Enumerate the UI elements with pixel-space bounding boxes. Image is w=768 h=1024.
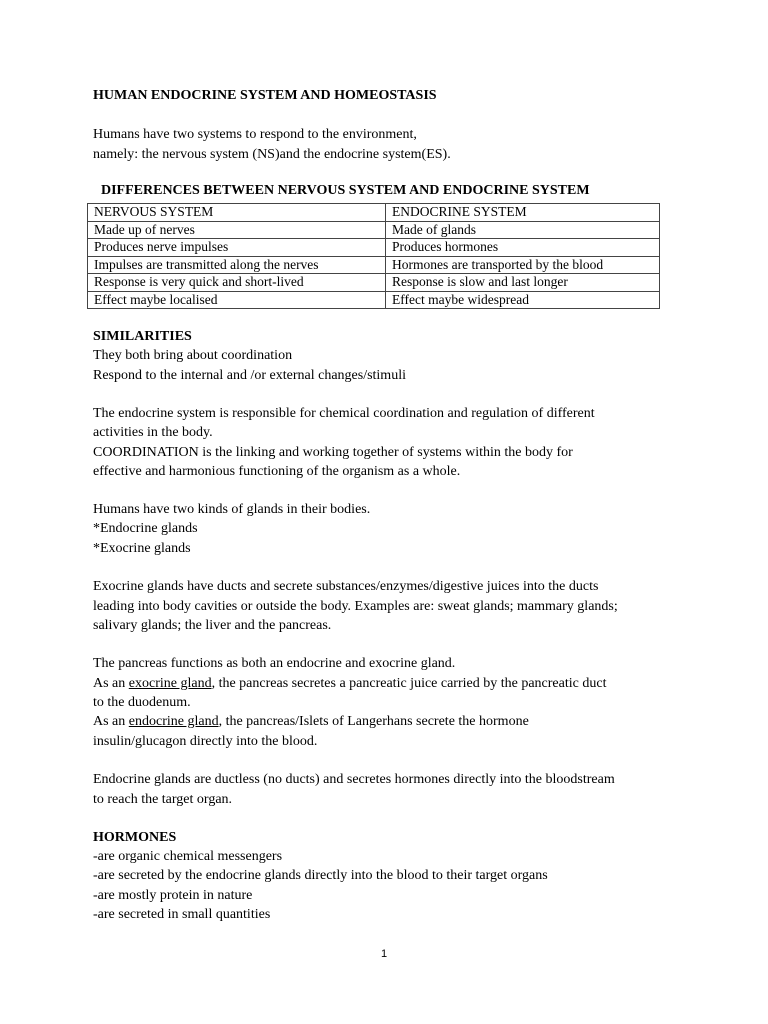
table-cell: Impulses are transmitted along the nerves [88,256,386,274]
differences-heading: DIFFERENCES BETWEEN NERVOUS SYSTEM AND ENDOCRINE SYSTEM [101,183,590,198]
similarity-item: They both bring about coordination [93,348,293,363]
table-cell: Produces hormones [386,239,660,257]
endocrine-paragraph-line: effective and harmonious functioning of the organism as a whole. [93,464,461,479]
pancreas-exocrine-prefix: As an [93,676,129,691]
hormone-item: -are secreted in small quantities [93,907,271,922]
ductless-paragraph-line: Endocrine glands are ductless (no ducts) and secretes hormones directly into the bloodstream [93,772,615,787]
table-row [88,239,660,257]
endocrine-gland-term: endocrine gland [128,714,219,729]
endocrine-paragraph-line: COORDINATION is the linking and working together of systems within the body for [93,445,573,460]
glands-list-item: *Exocrine glands [93,541,191,556]
hormones-heading: HORMONES [93,830,177,845]
page-title: HUMAN ENDOCRINE SYSTEM AND HOMEOSTASIS [93,88,437,103]
glands-paragraph-line: Humans have two kinds of glands in their bodies. [93,502,371,517]
pancreas-exocrine-line [93,674,606,693]
pancreas-exocrine-rest: , the pancreas secretes a pancreatic juice carried by the pancreatic duct [211,676,607,691]
table-header-cell: ENDOCRINE SYSTEM [386,204,660,222]
pancreas-endocrine-rest: , the pancreas/Islets of Langerhans secrete the hormone [218,714,529,729]
table-cell: Hormones are transported by the blood [386,256,660,274]
table-cell: Produces nerve impulses [88,239,386,257]
pancreas-line: The pancreas functions as both an endocrine and exocrine gland. [93,656,456,671]
differences-table [87,203,660,309]
similarities-heading: SIMILARITIES [93,329,192,344]
hormone-item: -are organic chemical messengers [93,849,283,864]
ductless-paragraph-line: to reach the target organ. [93,792,233,807]
table-row [88,221,660,239]
pancreas-line: insulin/glucagon directly into the blood. [93,734,318,749]
table-row [88,256,660,274]
exocrine-gland-term: exocrine gland [128,676,212,691]
table-header-cell: NERVOUS SYSTEM [88,204,386,222]
endocrine-paragraph-line: activities in the body. [93,425,213,440]
page-number: 1 [380,948,388,960]
exocrine-paragraph-line: salivary glands; the liver and the pancreas. [93,618,332,633]
pancreas-endocrine-prefix: As an [93,714,129,729]
pancreas-endocrine-line [93,712,529,731]
table-row [88,274,660,292]
exocrine-paragraph-line: Exocrine glands have ducts and secrete substances/enzymes/digestive juices into the ducts [93,579,599,594]
table-cell: Response is slow and last longer [386,274,660,292]
exocrine-paragraph-line: leading into body cavities or outside the body. Examples are: sweat glands; mammary glands; [93,599,618,614]
glands-list-item: *Endocrine glands [93,521,198,536]
intro-line: namely: the nervous system (NS)and the endocrine system(ES). [93,147,451,162]
endocrine-paragraph-line: The endocrine system is responsible for chemical coordination and regulation of different [93,406,595,421]
table-cell: Made up of nerves [88,221,386,239]
hormone-item: -are secreted by the endocrine glands directly into the blood to their target organs [93,868,548,883]
table-row [88,291,660,309]
table-cell: Response is very quick and short-lived [88,274,386,292]
table-cell: Effect maybe localised [88,291,386,309]
similarity-item: Respond to the internal and /or external changes/stimuli [93,368,406,383]
hormone-item: -are mostly protein in nature [93,888,253,903]
pancreas-line: to the duodenum. [93,695,191,710]
table-cell: Effect maybe widespread [386,291,660,309]
table-header-row [88,204,660,222]
intro-line: Humans have two systems to respond to the environment, [93,127,417,142]
table-cell: Made of glands [386,221,660,239]
